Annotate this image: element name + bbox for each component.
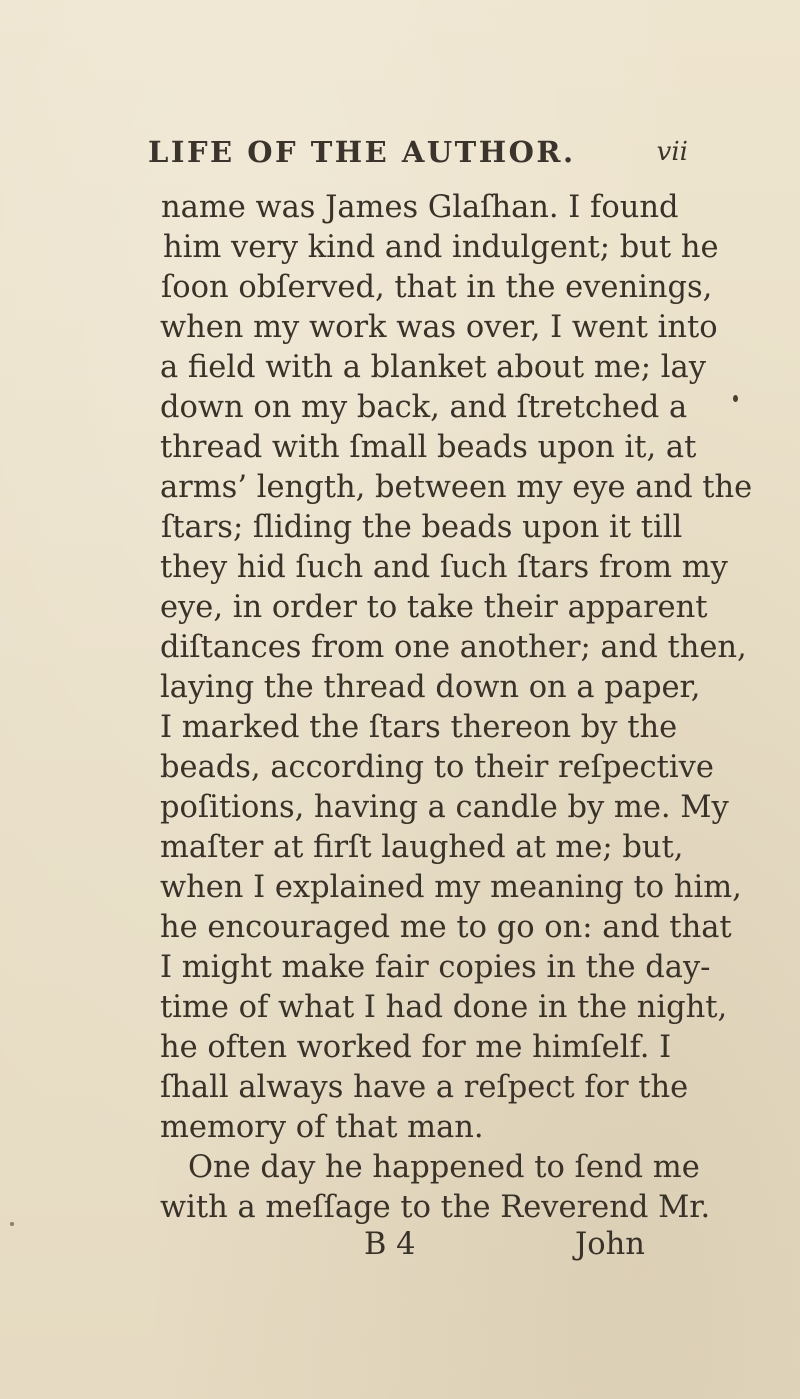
ink-speck xyxy=(733,395,738,402)
text-line: down on my back, and ſtretched a xyxy=(160,390,688,425)
text-line: ſtars; ſliding the beads upon it till xyxy=(161,510,683,545)
text-line: poſitions, having a candle by me. My xyxy=(160,790,729,825)
text-line: a field with a blanket about me; lay xyxy=(160,350,706,385)
text-line: time of what I had done in the night, xyxy=(160,990,728,1025)
text-line: maſter at firſt laughed at me; but, xyxy=(160,830,684,865)
running-head xyxy=(148,130,688,174)
text-line: when my work was over, I went into xyxy=(160,310,718,345)
text-line: eye, in order to take their apparent xyxy=(160,590,708,625)
text-line: ſhall always have a reſpect for the xyxy=(160,1070,689,1105)
signature-mark: B 4 xyxy=(364,1227,416,1262)
text-line: they hid ſuch and ſuch ſtars from my xyxy=(160,550,728,585)
text-line: he often worked for me himſelf. I xyxy=(160,1030,672,1065)
ink-speck xyxy=(10,1222,14,1226)
text-line: I might make fair copies in the day- xyxy=(160,950,711,985)
text-line: beads, according to their reſpective xyxy=(160,750,714,785)
text-line: name was James Glaſhan. I found xyxy=(161,190,679,225)
text-line: arms’ length, between my eye and the xyxy=(160,470,753,505)
running-head-title: LIFE OF THE AUTHOR. xyxy=(148,135,576,169)
text-line: diſtances from one another; and then, xyxy=(160,630,747,665)
text-line: memory of that man. xyxy=(160,1110,484,1145)
text-line: laying the thread down on a paper, xyxy=(160,670,701,705)
page-footer xyxy=(0,1225,800,1265)
text-line: with a meſſage to the Reverend Mr. xyxy=(160,1190,711,1225)
text-line: thread with ſmall beads upon it, at xyxy=(160,430,697,465)
text-line: him very kind and indulgent; but he xyxy=(163,230,719,265)
text-line: when I explained my meaning to him, xyxy=(160,870,742,905)
text-line: he encouraged me to go on: and that xyxy=(160,910,732,945)
text-line: ſoon obſerved, that in the evenings, xyxy=(161,270,713,305)
text-line: One day he happened to ſend me xyxy=(188,1150,700,1185)
catchword: John xyxy=(575,1227,645,1262)
page-number: vii xyxy=(656,137,688,167)
text-line: I marked the ſtars thereon by the xyxy=(160,710,678,745)
